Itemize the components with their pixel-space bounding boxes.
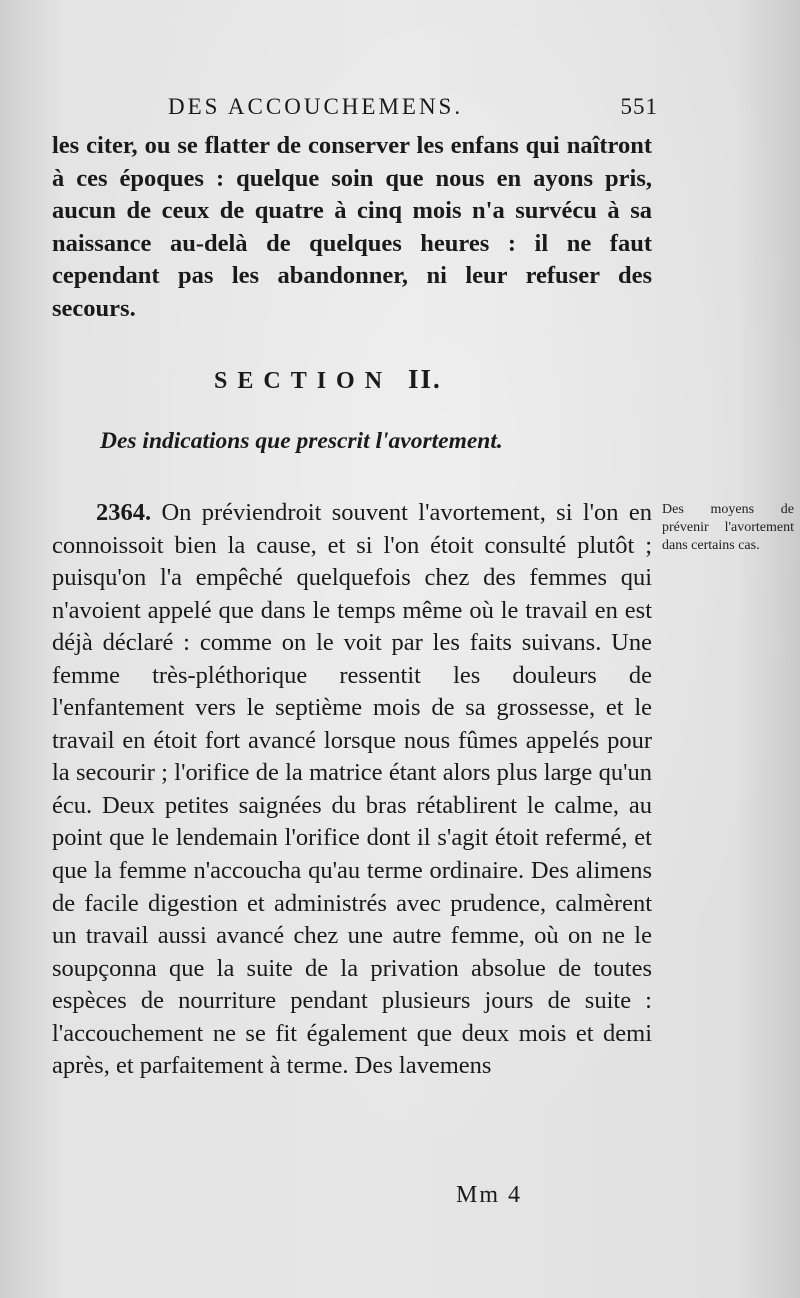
article-number: 2364. (96, 499, 152, 526)
paragraph-continuation: les citer, ou se flatter de conserver les enfans qui naîtront à ces époques : quelque soin que nous en ayons pris, aucun de ceux de quatre à cinq mois n'a survécu à sa naissance au-delà de quelques heures : il ne faut cependant pas les abandonner, ni leur refuser des secours. (52, 132, 652, 322)
running-title: DES ACCOUCHEMENS. (168, 94, 464, 119)
page-header (168, 94, 658, 124)
printer-signature: Mm 4 (456, 1182, 523, 1208)
section-label: SECTION (214, 368, 393, 394)
section-number: II. (408, 364, 442, 394)
section-heading (214, 364, 442, 395)
margin-note: Des moyens de prévenir l'avortement dans certains cas. (662, 502, 794, 553)
article-text: On préviendroit souvent l'avortement, si l'on en connoissoit bien la cause, et si l'on étoit consulté plutôt ; puisqu'on l'a empêché quelquefois chez des femmes qui n'avoient appelé que dans le temps même où le travail en est déjà déclaré : comme on le voit par les faits suivans. Une femme très-pléthorique ressentit les douleurs de l'enfantement vers le septième mois de sa grossesse, et le travail en étoit fort avancé lorsque nous fûmes appelés pour la secourir ; l'orifice de la matrice étant alors plus large qu'un écu. Deux petites saignées du bras rétablirent le calme, au point que le lendemain l'orifice dont il s'agit étoit refermé, et que la femme n'accoucha qu'au terme ordinaire. Des alimens de facile digestion et administrés avec prudence, calmèrent un travail aussi avancé chez une autre femme, où on ne le soupçonna que la suite de la privation absolue de toutes espèces de nourriture pendant plusieurs jours de suite : l'accouchement ne se fit également que deux mois et demi après, et parfaitement à terme. Des lavemens (52, 499, 652, 1080)
section-subtitle: Des indications que prescrit l'avortement. (100, 428, 503, 454)
page-number: 551 (620, 94, 658, 119)
paragraph-article (52, 497, 652, 1083)
